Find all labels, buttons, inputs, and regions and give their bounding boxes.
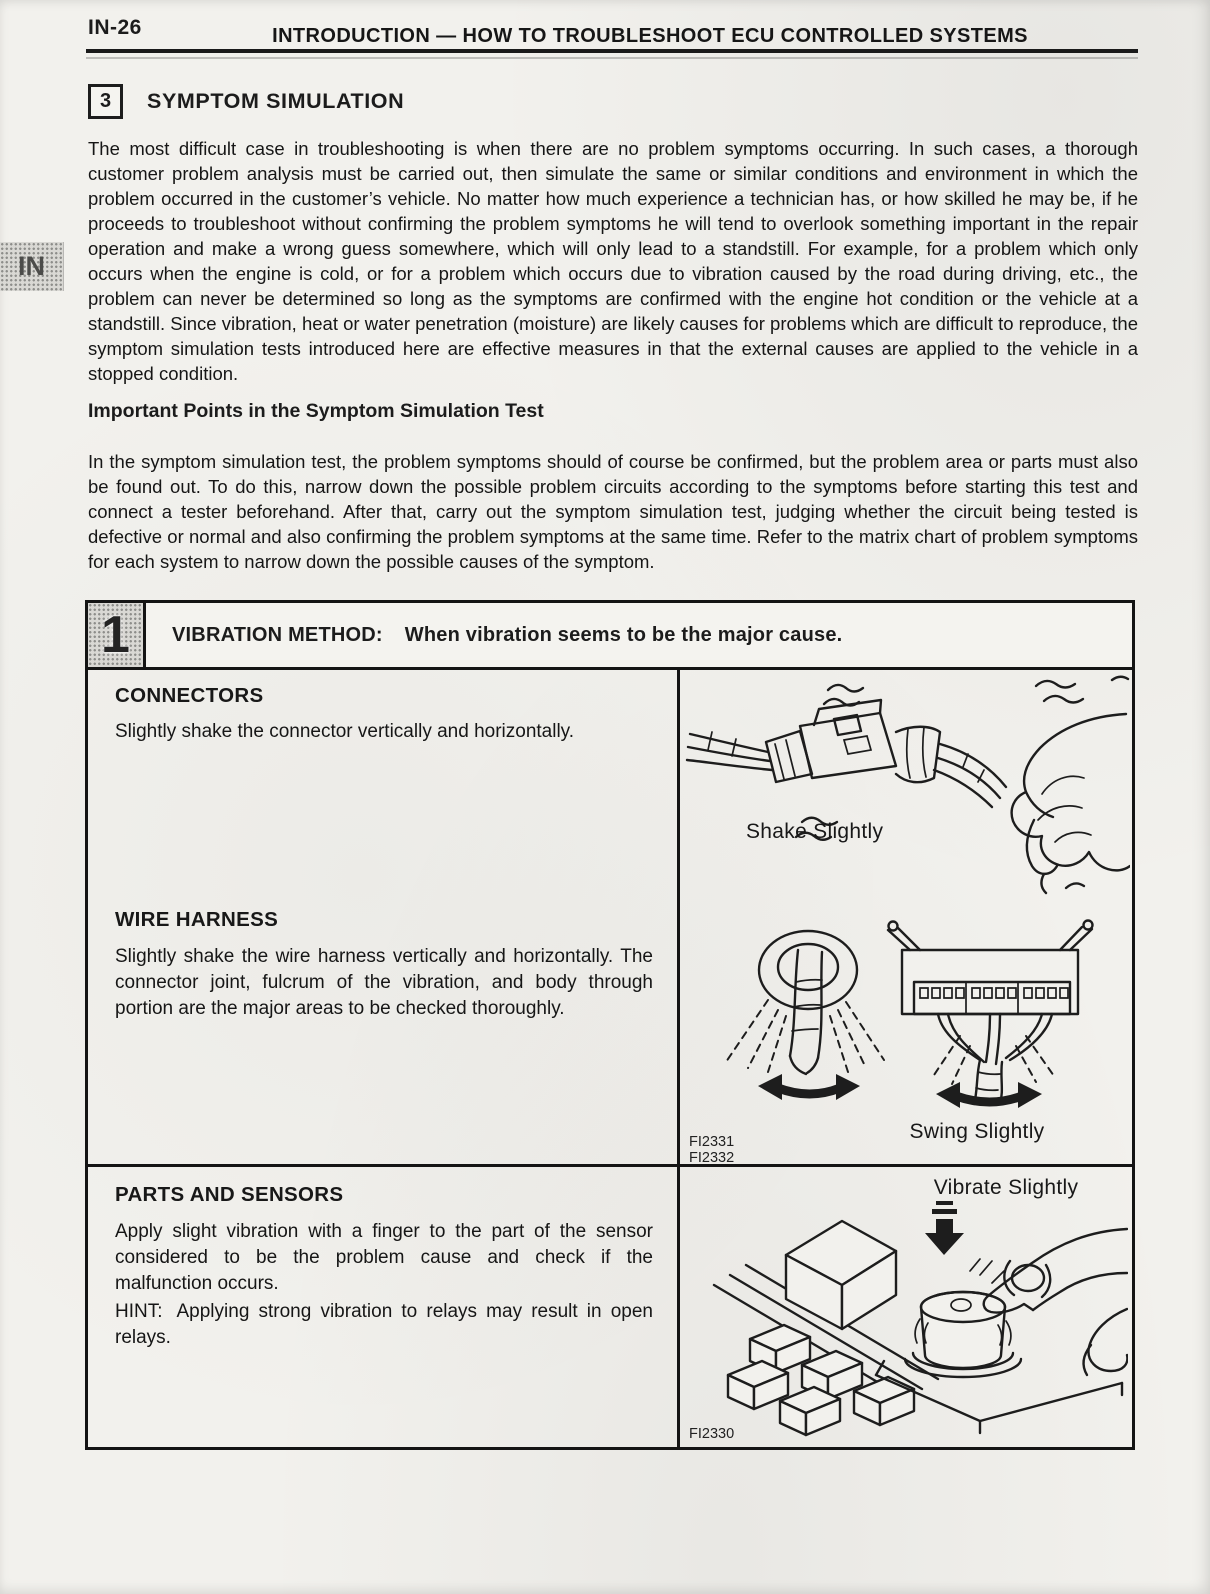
shake-slightly-label: Shake Slightly	[746, 820, 884, 843]
hint-label: HINT:	[115, 1301, 163, 1322]
connectors-heading: CONNECTORS	[115, 684, 264, 707]
section-paragraph: The most difficult case in troubleshooting is when there are no problem symptoms occurring. In such cases, a thorough customer problem analysis must be carried out, then simulate the same or similar conditions and environment in which the problem occurred in the customer’s vehicle. No matter how much experience a technician has, or how skilled he may be, if he proceeds to troubleshoot without confirming the problem symptoms he will tend to overlook something important in the repair operation and make a wrong guess somewhere, which will only lead to a standstill. For example, for a problem which only occurs when the engine is cold, or for a problem which occurs due to vibration caused by the road during driving, etc., the problem can never be determined so long as the symptoms are confirmed with the engine hot condition or the vehicle at a standstill. Since vibration, heat or water penetration (moisture) are likely causes for problems which are difficult to reproduce, the symptom simulation tests introduced here are effective measures in that the external causes are applied to the vehicle in a stopped condition.	[88, 137, 1138, 384]
section-subparagraph: In the symptom simulation test, the problem symptoms should of course be confirmed, but the problem area or parts must also be found out. To do this, narrow down the possible problem circuits according to the symptoms before starting this test and connect a tester beforehand. After that, carry out the symptom simulation test, judging whether the circuit being tested is defective or normal and also confirming the problem symptoms at the same time. Refer to the matrix chart of problem symptoms for each system to narrow down the possible causes of the symptom.	[88, 450, 1138, 572]
cell-shake-swing-figures	[680, 670, 1132, 1167]
vibrate-slightly-label: Vibrate Slightly	[933, 1176, 1079, 1199]
page-number: IN-26	[88, 16, 142, 39]
wire-harness-body: Slightly shake the wire harness vertically and horizontally. The connector joint, fulcrum of the vibration, and body through portion are the major areas to be checked thoroughly.	[115, 946, 653, 1019]
section-subheading: Important Points in the Symptom Simulation Test	[88, 400, 544, 422]
cell-connectors-wireharness-text	[88, 670, 680, 1167]
figure-code-2: FI2332	[689, 1150, 735, 1166]
method-title-text: VIBRATION METHOD:	[172, 623, 383, 646]
method-table	[85, 670, 1135, 1450]
cell-vibrate-figure	[680, 1167, 1132, 1447]
swing-slightly-label: Swing Slightly	[909, 1120, 1045, 1143]
cell-parts-sensors-text	[88, 1167, 680, 1447]
connector-shake-illustration	[682, 674, 1130, 902]
section-title: SYMPTOM SIMULATION	[147, 89, 405, 113]
figure-code-3: FI2330	[689, 1426, 735, 1442]
method-header	[85, 600, 1135, 670]
parts-sensors-hint	[115, 1299, 653, 1351]
wire-harness-swing-illustration	[680, 904, 1128, 1118]
hint-body: Applying strong vibration to relays may result in open relays.	[115, 1301, 653, 1348]
vibration-method-box	[85, 600, 1135, 1450]
figure-codes	[689, 1134, 734, 1166]
header-rule-shadow	[86, 57, 1138, 59]
header-rule	[86, 49, 1138, 53]
section-number-box: 3	[88, 84, 123, 119]
parts-sensors-heading: PARTS AND SENSORS	[115, 1183, 344, 1206]
side-tab-in: IN	[0, 242, 64, 291]
method-number: 1	[88, 603, 146, 667]
connectors-body: Slightly shake the connector vertically and horizontally.	[115, 721, 575, 742]
section-heading	[88, 84, 404, 119]
page-title: INTRODUCTION — HOW TO TROUBLESHOOT ECU CONTROLLED SYSTEMS	[272, 25, 1028, 47]
method-title	[146, 603, 1132, 667]
wire-harness-heading: WIRE HARNESS	[115, 908, 279, 931]
parts-sensors-body: Apply slight vibration with a finger to the part of the sensor considered to be the problem cause and check if the malfunction occurs.	[115, 1221, 653, 1294]
figure-code-1: FI2331	[689, 1134, 735, 1150]
parts-vibrate-illustration	[680, 1167, 1128, 1444]
method-condition-text: When vibration seems to be the major cause.	[404, 623, 843, 646]
